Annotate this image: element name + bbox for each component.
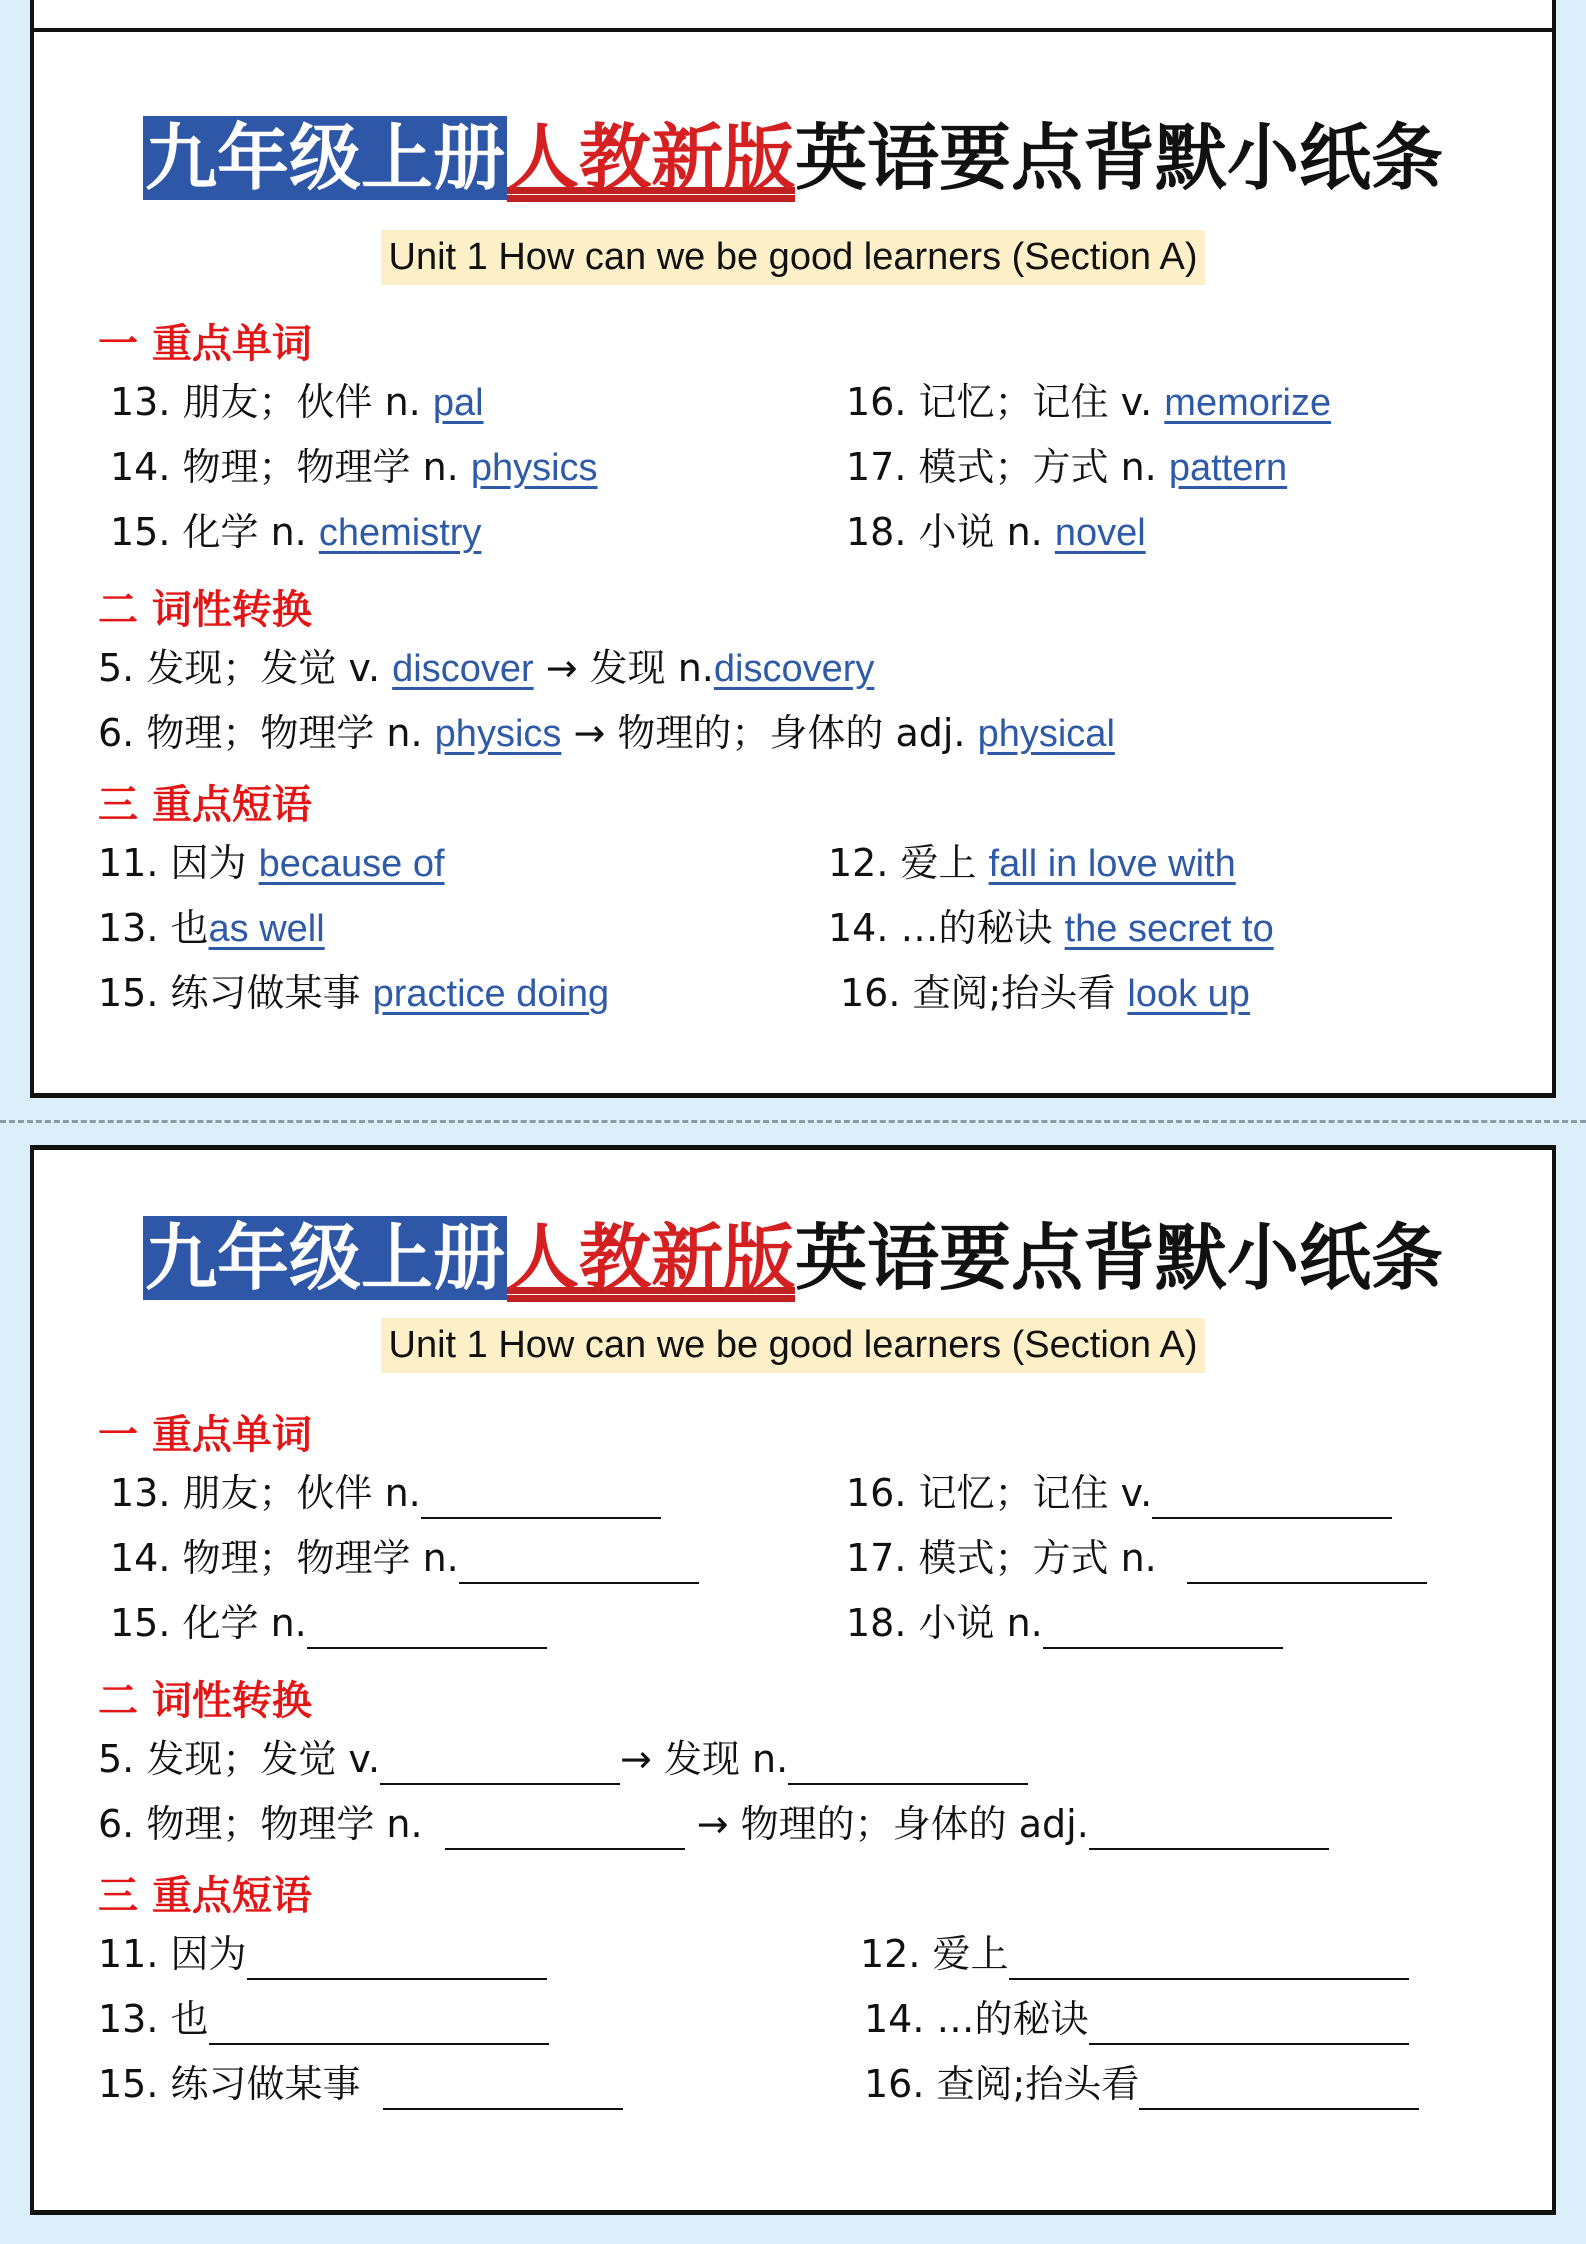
answer-card (30, 0, 1556, 1098)
phrase-item-11: 11. 因为 because of (98, 841, 445, 885)
conversion-item-5: 5. 发现；发觉 v. → 发现 n. (98, 1733, 1028, 1785)
section-key-words: 一 重点单词 (98, 321, 312, 367)
answer: the secret to (1064, 908, 1274, 950)
answer-blank[interactable] (1089, 1808, 1329, 1850)
vocab-item-16: 16. 记忆；记住 v. (846, 1467, 1392, 1519)
card-title (34, 100, 1552, 216)
phrase-item-13: 13. 也as well (98, 906, 325, 950)
answer-blank[interactable] (307, 1607, 547, 1649)
answer-blank[interactable] (421, 1477, 661, 1519)
answer: physics (470, 447, 598, 489)
vocab-item-15: 15. 化学 n. chemistry (110, 510, 482, 554)
phrase-item-12: 12. 爱上 fall in love with (828, 841, 1236, 885)
answer-blank[interactable] (209, 2003, 549, 2045)
vocab-item-18: 18. 小说 n. novel (846, 510, 1146, 554)
vocab-item-14: 14. 物理；物理学 n. (110, 1532, 699, 1584)
conversion-item-6: 6. 物理；物理学 n. physics → 物理的；身体的 adj. physical (98, 711, 1115, 755)
answer-blank[interactable] (1139, 2068, 1419, 2110)
unit-subtitle: Unit 1 How can we be good learners (Section A) (34, 1318, 1552, 1373)
answer: look up (1127, 973, 1250, 1015)
section-key-phrases: 三 重点短语 (98, 1873, 312, 1919)
title-main: 英语要点背默小纸条 (795, 1216, 1444, 1300)
answer-blank[interactable] (1187, 1542, 1427, 1584)
title-main: 英语要点背默小纸条 (795, 116, 1444, 200)
section-word-forms: 二 词性转换 (98, 587, 312, 633)
vocab-item-16: 16. 记忆；记住 v. memorize (846, 380, 1332, 424)
vocab-item-15: 15. 化学 n. (110, 1597, 547, 1649)
answer: discover (392, 648, 534, 690)
section-key-words: 一 重点单词 (98, 1412, 312, 1458)
phrase-item-16: 16. 查阅;抬头看 look up (840, 971, 1250, 1015)
answer-blank[interactable] (247, 1938, 547, 1980)
answer: memorize (1164, 382, 1332, 424)
title-edition: 人教新版 (506, 116, 795, 200)
answer: as well (208, 908, 325, 950)
section-key-phrases: 三 重点短语 (98, 782, 312, 828)
answer-blank[interactable] (445, 1808, 685, 1850)
conversion-item-5: 5. 发现；发觉 v. discover → 发现 n.discovery (98, 646, 875, 690)
answer: pal (432, 382, 484, 424)
phrase-item-13: 13. 也 (98, 1993, 549, 2045)
phrase-item-15: 15. 练习做某事 practice doing (98, 971, 610, 1015)
answer: because of (258, 843, 445, 885)
vocab-item-17: 17. 模式；方式 n. (846, 1532, 1427, 1584)
answer: practice doing (372, 973, 610, 1015)
section-word-forms: 二 词性转换 (98, 1678, 312, 1724)
phrase-item-16: 16. 查阅;抬头看 (864, 2058, 1419, 2110)
answer: chemistry (318, 512, 482, 554)
answer-blank[interactable] (383, 2068, 623, 2110)
phrase-item-15: 15. 练习做某事 (98, 2058, 623, 2110)
cut-line (0, 1120, 1586, 1123)
answer-blank[interactable] (1009, 1938, 1409, 1980)
title-grade: 九年级上册 (144, 116, 505, 200)
vocab-item-13: 13. 朋友；伙伴 n. (110, 1467, 661, 1519)
answer-blank[interactable] (1089, 2003, 1409, 2045)
answer-blank[interactable] (1152, 1477, 1392, 1519)
phrase-item-14: 14. …的秘诀 the secret to (828, 906, 1274, 950)
conversion-item-6: 6. 物理；物理学 n. → 物理的；身体的 adj. (98, 1798, 1329, 1850)
unit-subtitle: Unit 1 How can we be good learners (Section A) (34, 230, 1552, 285)
phrase-item-11: 11. 因为 (98, 1928, 547, 1980)
phrase-item-14: 14. …的秘诀 (864, 1993, 1409, 2045)
vocab-item-17: 17. 模式；方式 n. pattern (846, 445, 1288, 489)
answer: physical (977, 713, 1115, 755)
answer-blank[interactable] (1043, 1607, 1283, 1649)
card-title (34, 1200, 1552, 1316)
vocab-item-13: 13. 朋友；伙伴 n. pal (110, 380, 484, 424)
title-grade: 九年级上册 (144, 1216, 505, 1300)
practice-card (30, 1145, 1556, 2215)
answer-blank[interactable] (788, 1743, 1028, 1785)
vocab-item-18: 18. 小说 n. (846, 1597, 1283, 1649)
answer: pattern (1168, 447, 1288, 489)
answer-blank[interactable] (459, 1542, 699, 1584)
answer: fall in love with (988, 843, 1236, 885)
answer-blank[interactable] (380, 1743, 620, 1785)
title-edition: 人教新版 (506, 1216, 795, 1300)
answer: novel (1054, 512, 1146, 554)
vocab-item-14: 14. 物理；物理学 n. physics (110, 445, 598, 489)
answer: discovery (713, 648, 875, 690)
answer: physics (434, 713, 562, 755)
phrase-item-12: 12. 爱上 (860, 1928, 1409, 1980)
